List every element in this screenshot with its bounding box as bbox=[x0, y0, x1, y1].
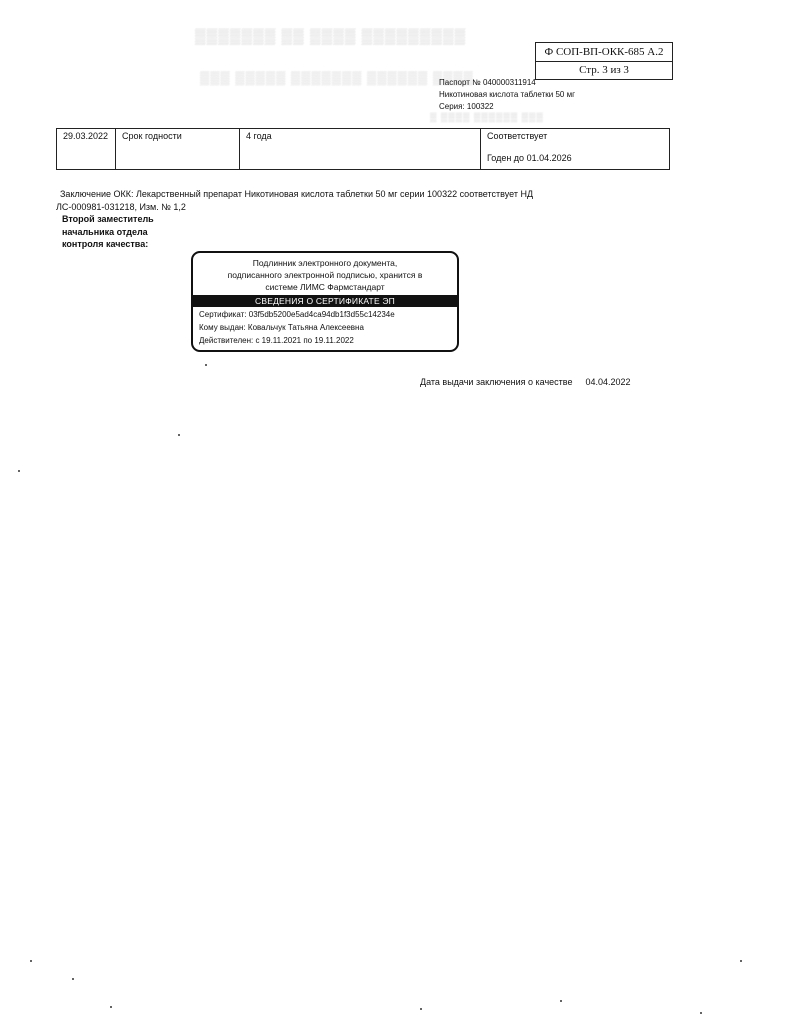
stamp-certificate-band: СВЕДЕНИЯ О СЕРТИФИКАТЕ ЭП bbox=[193, 295, 457, 307]
issue-date-line bbox=[420, 376, 631, 388]
stamp-line-3: системе ЛИМС Фармстандарт bbox=[265, 282, 385, 292]
signer-title-1: Второй заместитель bbox=[62, 214, 154, 224]
scan-speck bbox=[18, 470, 20, 472]
conclusion-line-2: ЛС-000981-031218, Изм. № 1,2 bbox=[56, 202, 186, 212]
form-code-box bbox=[535, 42, 673, 80]
scan-speck bbox=[110, 1006, 112, 1008]
scan-speck bbox=[205, 364, 207, 366]
issue-date-value: 04.04.2022 bbox=[585, 377, 631, 387]
form-code: Ф СОП-ВП-ОКК-685 А.2 bbox=[544, 46, 664, 58]
result-norm: 4 года bbox=[246, 131, 272, 141]
valid-until: Годен до 01.04.2026 bbox=[487, 153, 572, 163]
scan-speck bbox=[420, 1008, 422, 1010]
stamp-heading bbox=[193, 257, 457, 293]
scan-speck bbox=[700, 1012, 702, 1014]
result-date: 29.03.2022 bbox=[63, 131, 109, 141]
scan-speck bbox=[178, 434, 180, 436]
conclusion-line-1: Заключение ОКК: Лекарственный препарат Никотиновая кислота таблетки 50 мг серии 100322 соответствует НД bbox=[60, 189, 534, 199]
scan-speck bbox=[740, 960, 742, 962]
series-number: Серия: 100322 bbox=[439, 102, 494, 111]
scan-speck bbox=[560, 1000, 562, 1002]
stamp-validity: Действителен: с 19.11.2021 по 19.11.2022 bbox=[199, 336, 354, 345]
scan-speck bbox=[30, 960, 32, 962]
stamp-line-2: подписанного электронной подписью, хранится в bbox=[227, 270, 423, 280]
scan-speck bbox=[72, 978, 74, 980]
product-name: Никотиновая кислота таблетки 50 мг bbox=[439, 90, 576, 99]
stamp-certificate: Сертификат: 03f5db5200e5ad4ca94db1f3d55c14234e bbox=[199, 310, 395, 319]
stamp-issued-to: Кому выдан: Ковальчук Татьяна Алексеевна bbox=[199, 323, 364, 332]
faded-header-text: ▒▒▒▒▒▒▒ ▒▒ ▒▒▒▒ ▒▒▒▒▒▒▒▒▒ bbox=[195, 28, 467, 45]
result-parameter: Срок годности bbox=[122, 131, 182, 141]
passport-number: Паспорт № 040000311914 bbox=[439, 78, 536, 87]
signer-title-3: контроля качества: bbox=[62, 239, 149, 249]
result-table-row bbox=[56, 128, 670, 170]
faded-header-text-2: ▒▒▒ ▒▒▒▒▒ ▒▒▒▒▒▒▒ ▒▒▒▒▒▒ ▒▒▒▒ bbox=[200, 70, 474, 85]
result-cell bbox=[481, 129, 669, 169]
faded-header-text-3: ▒ ▒▒▒▒ ▒▒▒▒▒▒ ▒▒▒ bbox=[430, 112, 544, 122]
issue-date-label: Дата выдачи заключения о качестве bbox=[420, 377, 573, 387]
signer-title-2: начальника отдела bbox=[62, 227, 148, 237]
electronic-signature-stamp bbox=[191, 251, 459, 352]
page-number: Стр. 3 из 3 bbox=[536, 61, 672, 79]
result-value: Соответствует bbox=[487, 131, 548, 141]
stamp-line-1: Подлинник электронного документа, bbox=[252, 258, 398, 268]
